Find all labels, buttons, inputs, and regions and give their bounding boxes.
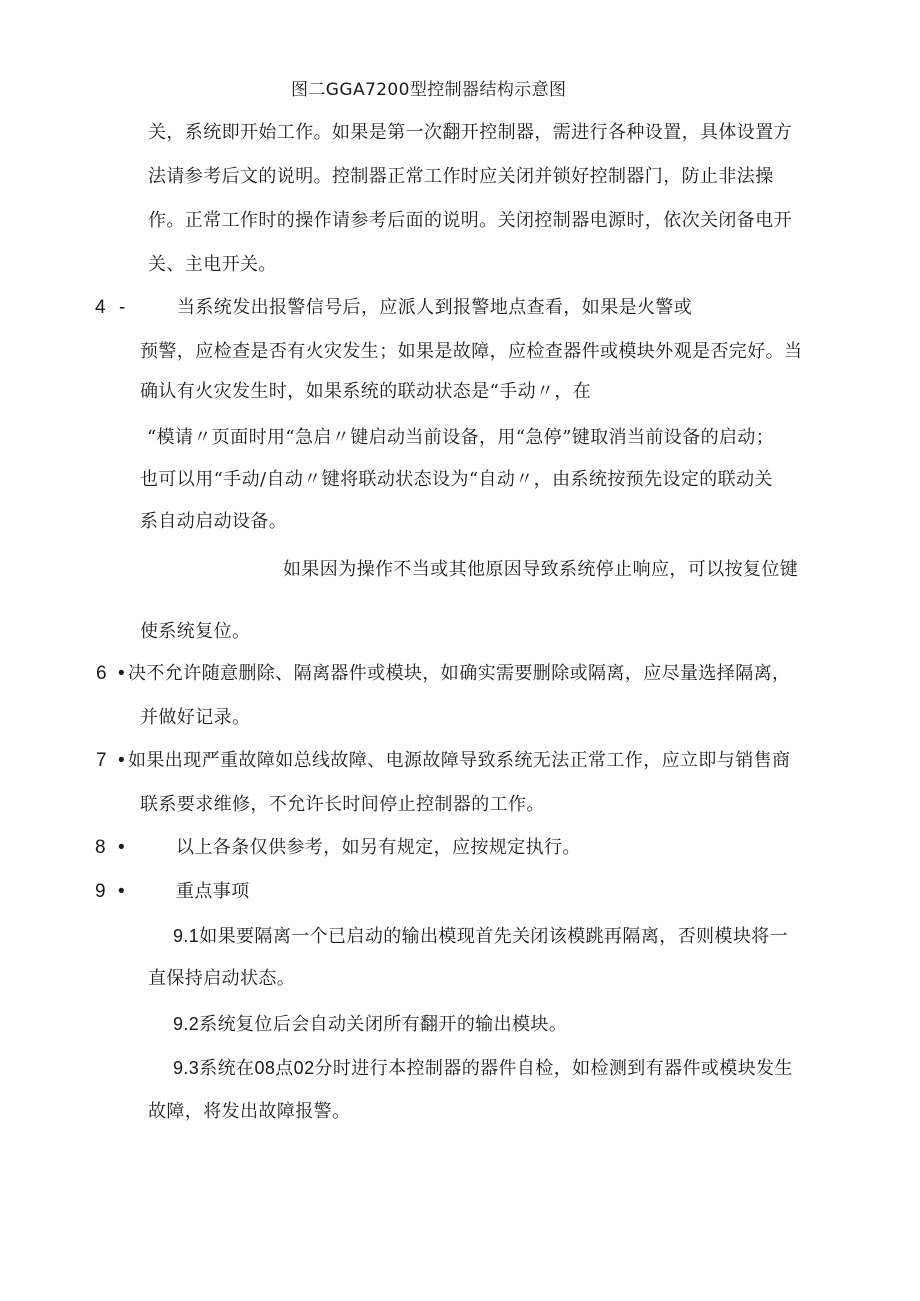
item-number: 8 xyxy=(95,837,106,858)
item-line: 联系要求维修，不允许长时间停止控制器的工作。 xyxy=(140,794,545,815)
subitem-line xyxy=(173,1056,793,1081)
item-line: 以上各条仅供参考，如另有规定，应按规定执行。 xyxy=(176,837,581,858)
section-heading: 重点事项 xyxy=(176,881,250,902)
item-line: 预警，应检查是否有火灾发生；如果是故障，应检查器件或模块外观是否完好。当 xyxy=(140,341,803,362)
item-line: 确认有火灾发生时，如果系统的联动状态是“手动〃，在 xyxy=(140,381,592,402)
item-line: 如果出现严重故障如总线故障、电源故障导致系统无法正常工作，应立即与销售商 xyxy=(128,750,791,771)
item-line: 系自动启动设备。 xyxy=(140,511,288,532)
subitem-text: 系统在 xyxy=(199,1058,255,1079)
item-number: 6 xyxy=(96,663,107,684)
subitem-text: 分时进行本控制器的器件自检，如检测到有器件或模块发生 xyxy=(314,1058,793,1079)
item-line: 当系统发出报警信号后，应派人到报警地点查看，如果是火警或 xyxy=(177,297,693,318)
item-marker: • xyxy=(118,663,125,684)
subitem-line: 直保持启动状态。 xyxy=(148,968,296,989)
item-marker: • xyxy=(118,881,125,902)
item-number: 4 xyxy=(95,297,106,318)
time-hour: 08 xyxy=(254,1058,276,1078)
item-marker: • xyxy=(118,837,125,858)
time-minute: 02 xyxy=(293,1058,315,1078)
subitem-text: 如果要隔离一个已启动的输出模现首先关闭该模跳再隔离，否则模块将一 xyxy=(199,926,789,947)
paragraph-line: 关，系统即开始工作。如果是第一次翻开控制器，需进行各种设置，具体设置方 xyxy=(148,122,792,143)
subitem-text: 点 xyxy=(275,1058,294,1079)
item-number: 7 xyxy=(96,750,107,771)
item-marker: • xyxy=(118,750,125,771)
subitem-number: 9.2 xyxy=(173,1014,200,1034)
item-line: 并做好记录。 xyxy=(140,707,251,728)
subitem-number: 9.1 xyxy=(173,926,200,946)
paragraph-line: 如果因为操作不当或其他原因导致系统停止响应，可以按复位键 xyxy=(283,559,799,580)
paragraph-line: 使系统复位。 xyxy=(140,621,251,642)
subitem-number: 9.3 xyxy=(173,1058,200,1078)
item-number: 9 xyxy=(95,881,106,902)
paragraph-line: 法请参考后文的说明。控制器正常工作时应关闭并锁好控制器门，防止非法操 xyxy=(148,166,774,187)
item-marker: - xyxy=(119,297,126,318)
subitem-line: 故障，将发出故障报警。 xyxy=(148,1101,351,1122)
paragraph-line: 作。正常工作时的操作请参考后面的说明。关闭控制器电源时，依次关闭备电开 xyxy=(148,210,792,231)
item-line: 决不允许随意删除、隔离器件或模块，如确实需要删除或隔离，应尽量选择隔离， xyxy=(128,663,791,684)
item-line: 也可以用“手动/自动〃键将联动状态设为“自动〃，由系统按预先设定的联动关 xyxy=(140,469,773,490)
subitem-line xyxy=(173,924,788,949)
paragraph-line: 关、主电开关。 xyxy=(148,254,277,275)
subitem-line xyxy=(173,1012,567,1037)
subitem-text: 系统复位后会自动关闭所有翻开的输出模块。 xyxy=(199,1014,568,1035)
figure-caption: 图二GGA7200型控制器结构示意图 xyxy=(291,80,567,100)
item-line: “模请〃页面时用“急启〃键启动当前设备，用“急停”键取消当前设备的启动； xyxy=(147,427,775,448)
